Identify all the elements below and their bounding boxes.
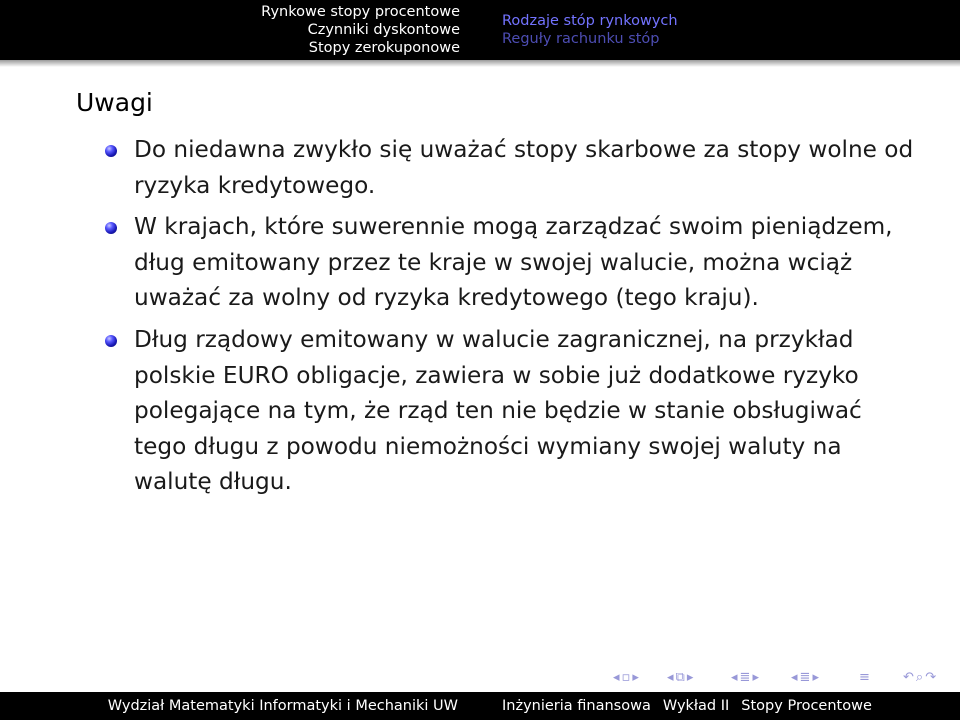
headline-subsections — [468, 0, 960, 60]
nav-subsection-icon[interactable]: ⧉ — [675, 670, 685, 685]
nav-appendix-icon[interactable]: ≡ — [859, 670, 870, 685]
ball-bullet-icon — [105, 222, 117, 234]
ball-bullet-icon — [105, 145, 117, 157]
list-item — [96, 132, 916, 203]
nav-section-group — [730, 670, 760, 685]
nav-left-arrow-icon[interactable]: ◂ — [731, 670, 738, 685]
nav-right-arrow-icon[interactable]: ▸ — [812, 670, 819, 685]
nav-forward-icon[interactable]: ↷ — [925, 670, 937, 685]
nav-document-group — [790, 670, 820, 685]
headline-section-czynniki[interactable]: Czynniki dyskontowe — [307, 22, 460, 38]
footline-course-info — [480, 692, 960, 720]
nav-search-group — [902, 670, 937, 685]
nav-right-arrow-icon[interactable]: ▸ — [686, 670, 694, 685]
nav-appendix-group — [858, 670, 871, 685]
search-icon[interactable]: ⌕ — [915, 670, 924, 685]
headline-sections — [0, 0, 468, 60]
nav-left-arrow-icon[interactable]: ◂ — [791, 670, 798, 685]
headline-subsection-rodzaje[interactable]: Rodzaje stóp rynkowych — [502, 13, 678, 29]
frame-title: Uwagi — [76, 88, 153, 117]
nav-subsection-group — [666, 670, 694, 685]
headline-section-zerokuponowe[interactable]: Stopy zerokuponowe — [308, 40, 460, 56]
nav-left-arrow-icon[interactable]: ◂ — [667, 670, 674, 685]
list-item — [96, 209, 916, 316]
headline-shadow — [0, 60, 960, 67]
headline-bar — [0, 0, 960, 60]
nav-frame-icon[interactable]: ▫ — [621, 670, 631, 685]
headline-section-rynkowe[interactable]: Rynkowe stopy procentowe — [261, 4, 460, 20]
ball-bullet-icon — [105, 335, 117, 347]
footline-institute: Wydział Matematyki Informatyki i Mechaniki UW — [107, 698, 458, 714]
nav-document-icon[interactable]: ≣ — [799, 670, 811, 685]
headline-subsection-reguly[interactable]: Reguły rachunku stóp — [502, 31, 660, 47]
footline-course: Inżynieria finansowa — [502, 698, 651, 714]
nav-right-arrow-icon[interactable]: ▸ — [752, 670, 759, 685]
bullet-list — [96, 132, 916, 506]
footline-topic: Stopy Procentowe — [741, 698, 872, 714]
nav-section-icon[interactable]: ≣ — [739, 670, 751, 685]
nav-left-arrow-icon[interactable]: ◂ — [613, 670, 620, 685]
list-item-text: Dług rządowy emitowany w walucie zagranicznej, na przykład polskie EURO obligacje, zawiera w sobie już dodatkowe ryzyko polegające na tym, że rząd ten nie będzie w stanie obsługiwać tego długu z powodu niemożności wymiany swojej waluty na walutę długu. — [134, 325, 862, 496]
list-item-text: W krajach, które suwerennie mogą zarządzać swoim pieniądzem, dług emitowany przez te kraje w swojej walucie, można wciąż uważać za wolny od ryzyka kredytowego (tego kraju). — [134, 213, 893, 312]
nav-right-arrow-icon[interactable]: ▸ — [632, 670, 639, 685]
nav-back-icon[interactable]: ↶ — [903, 670, 914, 685]
footline-bar — [0, 692, 960, 720]
list-item — [96, 322, 916, 500]
list-item-text: Do niedawna zwykło się uważać stopy skarbowe za stopy wolne od ryzyka kredytowego. — [134, 136, 914, 199]
footline-lecture: Wykład II — [662, 698, 730, 714]
nav-frame-group — [612, 670, 640, 685]
beamer-navigation — [0, 668, 960, 692]
